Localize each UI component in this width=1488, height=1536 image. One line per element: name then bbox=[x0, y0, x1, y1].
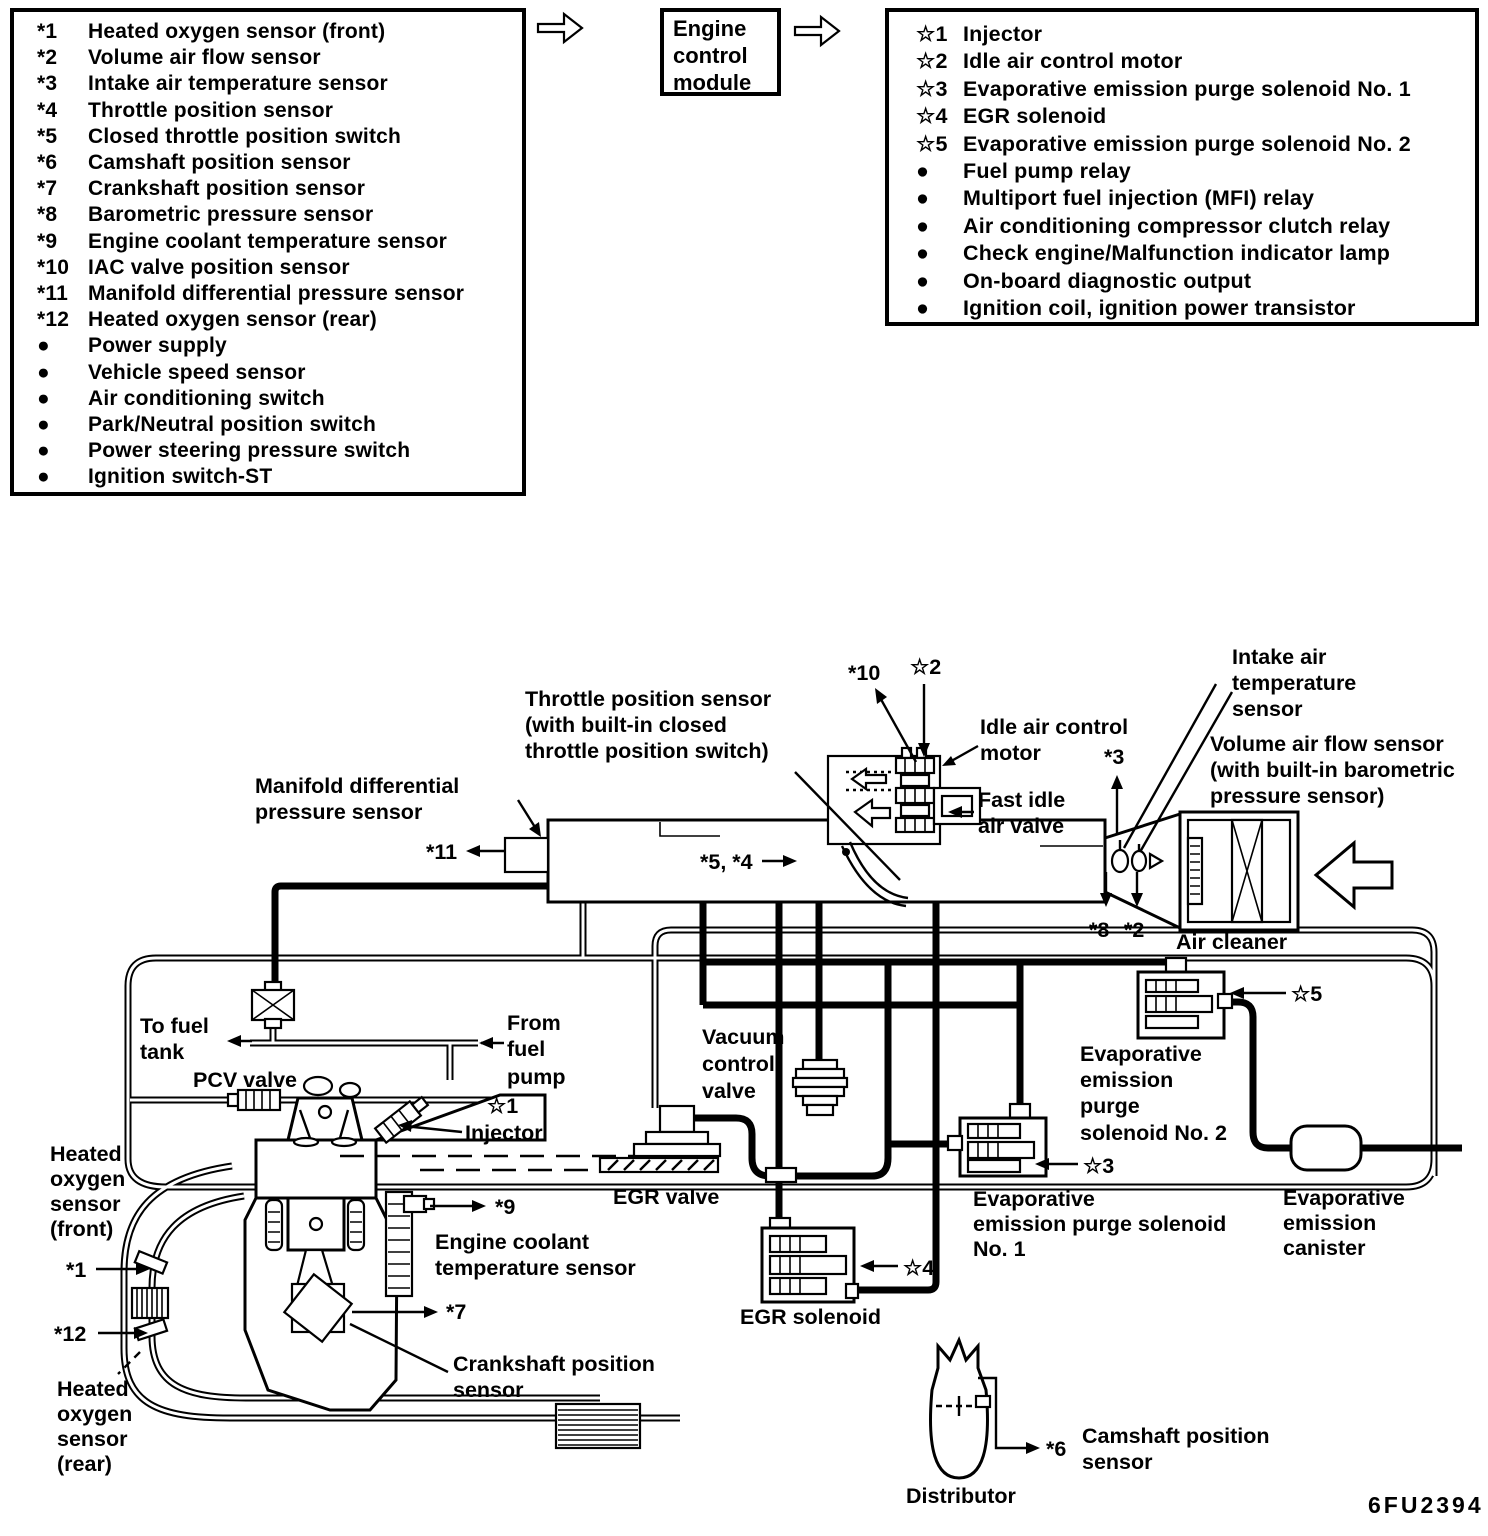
list-item: *5 Closed throttle position switch bbox=[37, 124, 402, 148]
label-engine-coolant-temp-sensor: Engine coolant bbox=[435, 1230, 590, 1254]
svg-text:tank: tank bbox=[140, 1040, 185, 1064]
ref-6: *6 bbox=[1046, 1437, 1067, 1461]
svg-text:oxygen: oxygen bbox=[57, 1402, 133, 1426]
pcv-valve bbox=[228, 1090, 280, 1110]
intake-air-temp-sensor-glyph bbox=[1112, 850, 1128, 872]
coolant-temp-sensor bbox=[386, 1192, 434, 1296]
fast-idle-air-valve bbox=[934, 788, 980, 824]
svg-text:emission: emission bbox=[1283, 1211, 1377, 1235]
purge-check-valve bbox=[252, 982, 294, 1028]
catalyst-muffler bbox=[556, 1404, 640, 1448]
svg-text:pump: pump bbox=[507, 1065, 566, 1089]
list-item: ● Multiport fuel injection (MFI) relay bbox=[916, 186, 1315, 211]
svg-text:fuel: fuel bbox=[507, 1037, 546, 1061]
flow-arrow-left bbox=[538, 14, 582, 42]
svg-text:(with built-in barometric: (with built-in barometric bbox=[1210, 758, 1455, 782]
list-item: ● Power supply bbox=[37, 334, 227, 358]
svg-text:motor: motor bbox=[980, 741, 1041, 765]
label-camshaft-position-sensor: Camshaft position bbox=[1082, 1424, 1270, 1448]
list-item: *12 Heated oxygen sensor (rear) bbox=[37, 308, 378, 332]
egr-solenoid bbox=[762, 1218, 858, 1302]
svg-text:pressure sensor): pressure sensor) bbox=[1210, 784, 1385, 808]
ref-8: *8 bbox=[1089, 918, 1110, 942]
list-item: ● Ignition switch-ST bbox=[37, 465, 273, 489]
list-item: *10 IAC valve position sensor bbox=[37, 255, 350, 279]
label-heated-oxygen-sensor-front: Heated bbox=[50, 1142, 122, 1166]
svg-text:No. 1: No. 1 bbox=[973, 1237, 1026, 1261]
svg-text:(with built-in closed: (with built-in closed bbox=[525, 713, 727, 737]
manifold-pressure-sensor-port bbox=[505, 838, 548, 872]
list-item: *9 Engine coolant temperature sensor bbox=[37, 229, 448, 253]
purge-solenoid-1 bbox=[948, 1104, 1046, 1176]
label-idle-air-control-motor: Idle air control bbox=[980, 715, 1129, 739]
vacuum-control-valve bbox=[793, 1060, 847, 1115]
ref-star5: ☆5 bbox=[1291, 982, 1323, 1006]
barometric-sensor-glyph bbox=[1132, 851, 1146, 871]
figure-code: 6FU2394 bbox=[1368, 1492, 1484, 1518]
list-item: *6 Camshaft position sensor bbox=[37, 151, 351, 175]
svg-text:canister: canister bbox=[1283, 1236, 1366, 1260]
label-crankshaft-position-sensor: Crankshaft position bbox=[453, 1352, 655, 1376]
list-item: *11 Manifold differential pressure sensor bbox=[37, 282, 465, 306]
label-purge-solenoid-1: Evaporative bbox=[973, 1187, 1095, 1211]
intake-air-arrow-icon bbox=[1316, 843, 1392, 907]
label-injector: Injector bbox=[465, 1121, 543, 1145]
ref-1: *1 bbox=[66, 1258, 87, 1282]
idle-air-control-motor-glyph bbox=[896, 758, 934, 832]
ref-10: *10 bbox=[848, 661, 881, 685]
ref-3: *3 bbox=[1104, 745, 1125, 769]
svg-text:throttle position switch): throttle position switch) bbox=[525, 739, 769, 763]
svg-text:control: control bbox=[702, 1052, 775, 1076]
list-item: ● Air conditioning switch bbox=[37, 386, 325, 410]
list-item: ☆2 Idle air control motor bbox=[916, 49, 1183, 74]
svg-text:pressure sensor: pressure sensor bbox=[255, 800, 423, 824]
input-sensors-box bbox=[10, 8, 526, 496]
purge-solenoid-2 bbox=[1138, 958, 1232, 1038]
label-manifold-differential-pressure-sensor: Manifold differential bbox=[255, 774, 460, 798]
list-item: *7 Crankshaft position sensor bbox=[37, 177, 366, 201]
svg-text:valve: valve bbox=[702, 1079, 756, 1103]
tee-fitting bbox=[766, 1168, 796, 1182]
list-item: ● Check engine/Malfunction indicator lamp bbox=[916, 241, 1391, 266]
label-from-fuel-pump: From bbox=[507, 1011, 561, 1035]
flow-arrow-right bbox=[795, 17, 839, 45]
ref-star1: ☆1 bbox=[487, 1094, 519, 1118]
label-vacuum-control-valve: Vacuum bbox=[702, 1025, 785, 1049]
svg-text:emission purge solenoid: emission purge solenoid bbox=[973, 1212, 1227, 1236]
label-volume-air-flow-sensor: Volume air flow sensor bbox=[1210, 732, 1444, 756]
list-item: ● Power steering pressure switch bbox=[37, 439, 411, 463]
label-intake-air-temp-sensor: Intake air bbox=[1232, 645, 1327, 669]
ref-star4: ☆4 bbox=[903, 1256, 935, 1280]
list-item: ☆5 Evaporative emission purge solenoid No. 2 bbox=[916, 131, 1411, 156]
ref-11: *11 bbox=[426, 840, 458, 864]
svg-text:temperature sensor: temperature sensor bbox=[435, 1256, 636, 1280]
label-heated-oxygen-sensor-rear: Heated bbox=[57, 1377, 129, 1401]
svg-text:sensor: sensor bbox=[50, 1192, 121, 1216]
distributor bbox=[931, 1340, 990, 1478]
ref-5-4: *5, *4 bbox=[700, 850, 753, 874]
label-distributor: Distributor bbox=[906, 1484, 1016, 1508]
ref-2: *2 bbox=[1124, 918, 1145, 942]
ref-star2: ☆2 bbox=[910, 655, 942, 679]
list-item: ● Air conditioning compressor clutch relay bbox=[916, 213, 1391, 238]
diagram-labels bbox=[50, 645, 1484, 1518]
list-item: *4 Throttle position sensor bbox=[37, 98, 334, 122]
engine-control-module-box: Engine control module bbox=[660, 8, 781, 96]
list-item: ● On-board diagnostic output bbox=[916, 268, 1252, 293]
svg-text:sensor: sensor bbox=[1232, 697, 1303, 721]
list-item: ☆1 Injector bbox=[916, 22, 1043, 46]
label-fast-idle-air-valve: Fast idle bbox=[978, 788, 1066, 812]
label-egr-valve: EGR valve bbox=[613, 1185, 720, 1209]
ref-7: *7 bbox=[446, 1300, 467, 1324]
ref-9: *9 bbox=[495, 1195, 516, 1219]
label-to-fuel-tank: To fuel bbox=[140, 1014, 209, 1038]
svg-text:(rear): (rear) bbox=[57, 1452, 112, 1476]
list-item: ● Ignition coil, ignition power transistor bbox=[916, 296, 1356, 321]
output-actuators-box bbox=[885, 8, 1479, 326]
list-item: ● Park/Neutral position switch bbox=[37, 413, 376, 437]
svg-text:sensor: sensor bbox=[1082, 1450, 1153, 1474]
svg-text:air valve: air valve bbox=[978, 814, 1065, 838]
label-egr-solenoid: EGR solenoid bbox=[740, 1305, 881, 1329]
air-cleaner bbox=[1180, 812, 1298, 930]
list-item: *8 Barometric pressure sensor bbox=[37, 203, 374, 227]
list-item: *1 Heated oxygen sensor (front) bbox=[37, 20, 386, 43]
list-item: *2 Volume air flow sensor bbox=[37, 46, 321, 70]
list-item: ☆4 EGR solenoid bbox=[916, 104, 1107, 129]
list-item: ● Vehicle speed sensor bbox=[37, 360, 306, 384]
list-item: ● Fuel pump relay bbox=[916, 159, 1131, 184]
svg-text:sensor: sensor bbox=[453, 1378, 524, 1402]
evap-canister bbox=[1291, 1126, 1361, 1170]
label-evap-canister: Evaporative bbox=[1283, 1186, 1405, 1210]
label-pcv-valve: PCV valve bbox=[193, 1068, 297, 1092]
label-air-cleaner: Air cleaner bbox=[1176, 930, 1288, 954]
label-purge-solenoid-2: Evaporative bbox=[1080, 1042, 1202, 1066]
svg-text:solenoid No. 2: solenoid No. 2 bbox=[1080, 1121, 1227, 1145]
svg-text:emission: emission bbox=[1080, 1068, 1174, 1092]
svg-text:purge: purge bbox=[1080, 1094, 1140, 1118]
svg-text:temperature: temperature bbox=[1232, 671, 1357, 695]
svg-text:sensor: sensor bbox=[57, 1427, 128, 1451]
list-item: *3 Intake air temperature sensor bbox=[37, 72, 388, 96]
label-throttle-position-sensor: Throttle position sensor bbox=[525, 687, 772, 711]
svg-text:(front): (front) bbox=[50, 1217, 114, 1241]
svg-text:oxygen: oxygen bbox=[50, 1167, 126, 1191]
ref-star3: ☆3 bbox=[1083, 1154, 1115, 1178]
exhaust-flex-collar bbox=[132, 1288, 168, 1318]
list-item: ☆3 Evaporative emission purge solenoid No. 1 bbox=[916, 76, 1411, 101]
ref-12: *12 bbox=[54, 1322, 87, 1346]
